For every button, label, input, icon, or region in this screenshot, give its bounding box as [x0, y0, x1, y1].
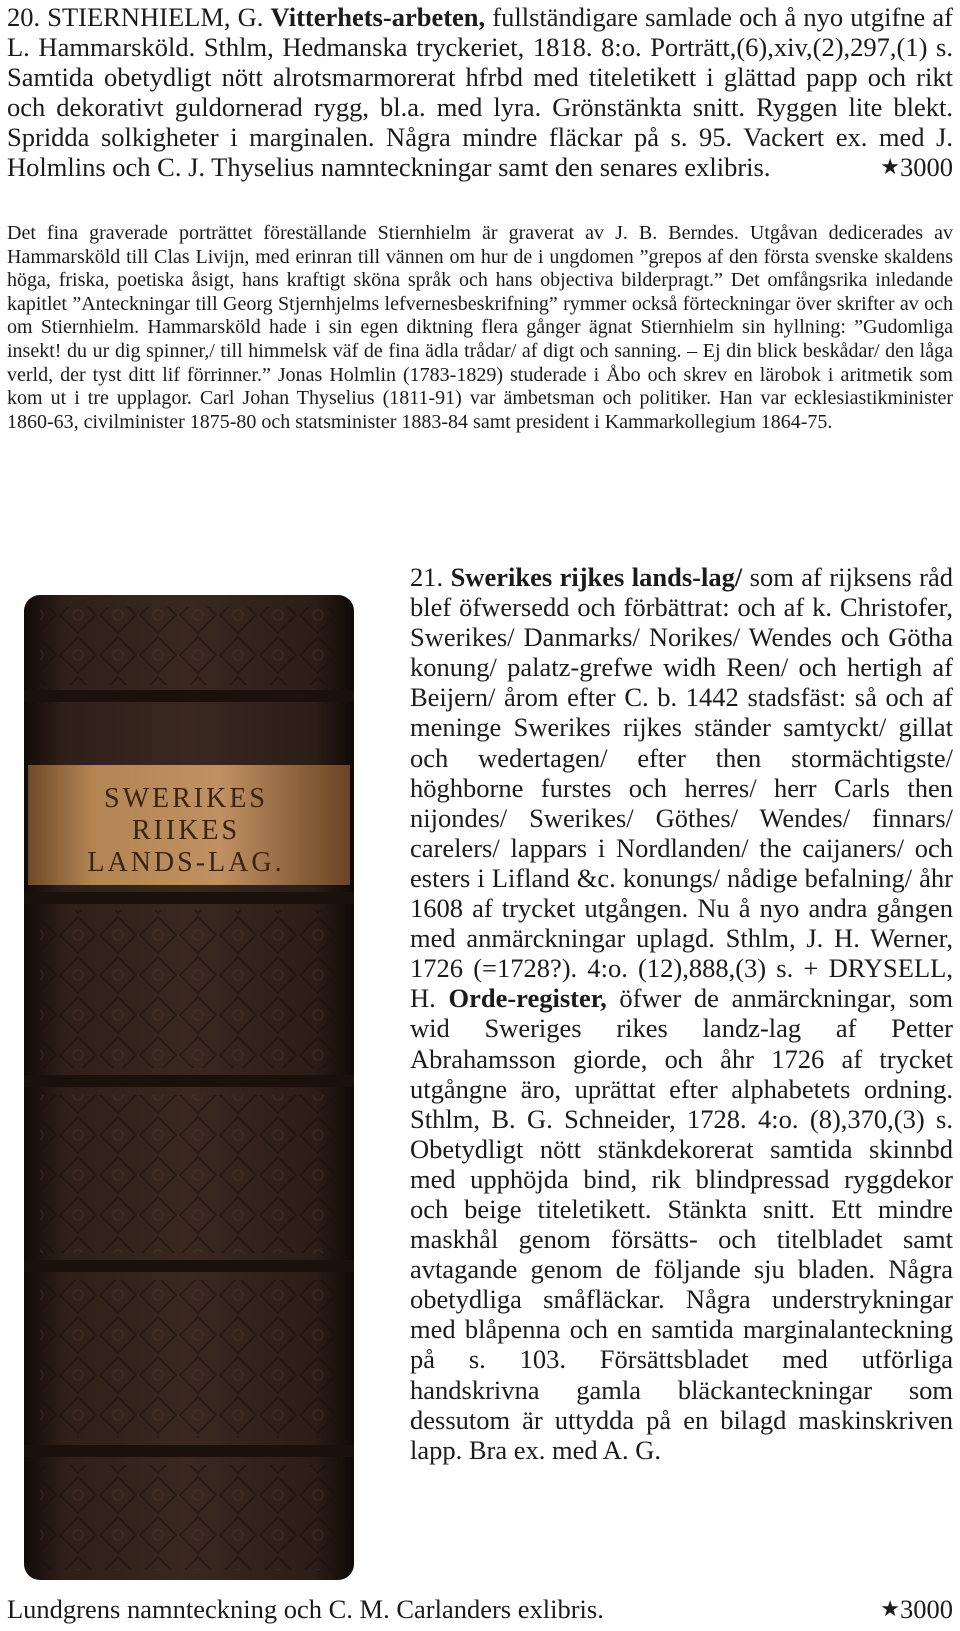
spine-label-line-3: LANDS-LAG. — [87, 847, 285, 878]
entry-21 — [410, 562, 953, 1465]
entry-21-number: 21. — [410, 562, 444, 592]
entry-21-body-1: som af rijksens råd blef öfwersedd och förbättrat: och af k. Christofer, Swerikes/ Danmarks/ Norikes/ Wendes och Götha konung/ palatz-grefwe widh Reen/ och hertigh af Beijern/ årom efter C. b. 1442 stadsfäst: så och af meninge Swerikes rijkes ständer samtyckt/ gillat och wedertagen/ efter then stormächtigste/ höghborne furstes och herres/ herr Carls then nijondes/ Swerikes/ Göthes/ Wendes/ finnars/ carelers/ lappars i Nordlanden/ the caijaners/ och esters i Lifland &c. konungs/ nådige befalning/ åhr 1608 af trycket utgången. Nu å nyo andra gången med anmärckningar uplagd. Sthlm, J. H. Werner, 1726 (=1728?). 4:o. (12),888,(3) s. + DRYSELL, H. — [410, 562, 953, 1014]
entry-20-main — [7, 2, 953, 182]
entry-20-title: Vitterhets-arbeten, — [270, 2, 486, 32]
entry-20-price — [880, 152, 953, 182]
price-star-icon: ★ — [880, 1596, 900, 1621]
entry-21-last-text: Lundgrens namnteckning och C. M. Carlanders exlibris. — [7, 1594, 604, 1624]
entry-20-body: fullständigare samlade och å nyo utgifne af L. Hammarsköld. Sthlm, Hedmanska tryckeriet, 1818. 8:o. Porträtt,(6),xiv,(2),297,(1) s. Samtida obetydligt nött alrotsmarmorerat hfrbd med titeletikett i glättad papp och rikt och dekorativt guldornerad rygg, bl.a. med lyra. Grönstänkta snitt. Ryggen lite blekt. Spridda solkigheter i marginalen. Några mindre fläckar på s. 95. Vackert ex. med J. Holmlins och C. J. Thyselius namnteckningar samt den senares exlibris. — [7, 2, 953, 182]
entry-21-subtitle: Orde-register, — [448, 983, 607, 1014]
entry-20-number: 20. — [7, 2, 41, 32]
book-spine-graphic — [18, 595, 360, 1580]
entry-21-price — [880, 1594, 953, 1624]
entry-21-title: Swerikes rijkes lands-lag/ — [450, 562, 743, 592]
entry-20-note: Det fina graverade porträttet föreställande Stiernhielm är graverat av J. B. Berndes. Utgåvan dedicerades av Hammarsköld till Clas Livijn, med erinran till vännen om hur de i ungdomen ”grepos af den första svenske skaldens höga, friska, poetiska åsigt, hans kraftigt sköna språk och hans objectiva bilderpragt.” Det omfångsrika inledande kapitlet ”Anteckningar till Georg Stjernhjelms lefvernesbeskrifning” rymmer också förteckningar över skrifter av och om Stiernhielm. Hammarsköld hade i sin egen diktning flera gånger ägnat Stiernhielm sin hyllning: ”Gudomliga insekt! du ur dig spinner,/ till himmelsk väf de fina ädla trådar/ af digt och sanning. – Ej din blick beskådar/ den låga verld, der tyst ditt lif förrinner.” Jonas Holmlin (1783-1829) studerade i Åbo och skrev en lärobok i aritmetik som kom ut i tre upplagor. Carl Johan Thyselius (1811-91) var ämbetsman och politiker. Han var ecklesiastikminister 1860-63, civilminister 1875-80 och statsminister 1883-84 samt president i Kammarkollegium 1864-75. — [7, 222, 953, 433]
price-star-icon: ★ — [880, 154, 900, 179]
spine-label-line-2: RIIKES — [131, 815, 241, 846]
entry-21-price-value: 3000 — [900, 1594, 953, 1624]
entry-20 — [7, 2, 953, 182]
entry-20-author: STIERNHIELM, G. — [47, 2, 264, 32]
book-spine-image — [18, 595, 360, 1580]
entry-21-body-2: öfwer de anmärckningar, som wid Sweriges rikes landz-lag af Petter Abrahamsson giorde, och åhr 1726 af trycket utgångne äro, uprättat efter alphabetets ordning. Sthlm, B. G. Schneider, 1728. 4:o. (8),370,(3) s. Obetydligt nött stänkdekorerat samtida skinnbd med upphöjda bind, rik blindpressad ryggdekor och beige titeletikett. Stänkta snitt. Ett mindre maskhål genom försätts- och titelbladet samt avtagande genom de följande sju bladen. Några obetydliga småfläckar. Några understrykningar med blåpenna och en samtida marginalanteckning på s. 103. Försättsbladet med utförliga handskrivna gamla bläckanteckningar som dessutom är uttydda på en bilagd maskinskriven lapp. Bra ex. med A. G. — [410, 983, 954, 1465]
spine-label-line-1: SWERIKES — [104, 783, 268, 814]
entry-21-last-line — [7, 1594, 953, 1624]
entry-20-price-value: 3000 — [900, 152, 953, 182]
